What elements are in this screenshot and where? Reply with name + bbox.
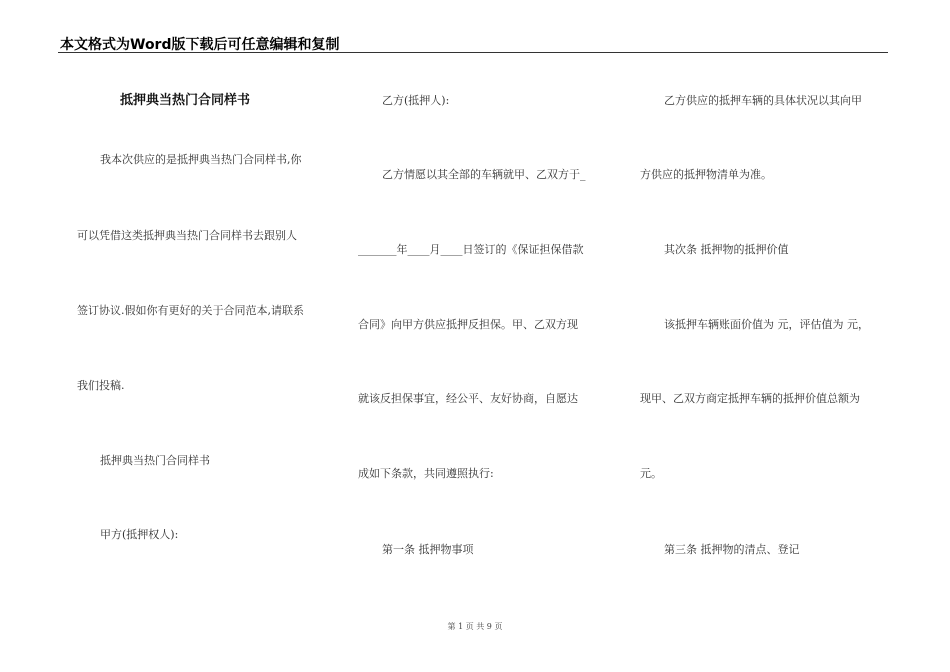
paragraph-line: 方供应的抵押物清单为准。 [640, 168, 772, 181]
paragraph-line: 乙方供应的抵押车辆的具体状况以其向甲 [664, 94, 862, 107]
clause-heading: 第三条 抵押物的清点、登记 [664, 543, 800, 556]
paragraph-line: 可以凭借这类抵押典当热门合同样书去跟别人 [77, 229, 297, 242]
clause-heading: 第一条 抵押物事项 [382, 543, 474, 556]
page-indicator: 第 1 页 共 9 页 [447, 622, 503, 631]
paragraph-line: 乙方情愿以其全部的车辆就甲、乙双方于_ [382, 168, 586, 181]
party-a-label: 甲方(抵押权人): [100, 528, 179, 541]
paragraph-line: 我本次供应的是抵押典当热门合同样书,你 [100, 153, 302, 166]
paragraph-line: _______年____月____日签订的《保证担保借款 [358, 243, 584, 256]
banner-divider [58, 52, 888, 53]
paragraph-line: 该抵押车辆账面价值为 元，评估值为 元， [664, 318, 869, 331]
clause-heading: 其次条 抵押物的抵押价值 [664, 243, 789, 256]
document-banner: 本文格式为Word版下载后可任意编辑和复制 [60, 37, 340, 53]
document-title: 抵押典当热门合同样书 [120, 93, 251, 108]
paragraph-line: 签订协议.假如你有更好的关于合同范本,请联系 [77, 304, 304, 317]
paragraph-line: 现甲、乙双方商定抵押车辆的抵押价值总额为 [640, 392, 860, 405]
party-b-label: 乙方(抵押人): [382, 94, 450, 107]
paragraph-line: 合同》向甲方供应抵押反担保。甲、乙双方现 [358, 318, 578, 331]
paragraph-line: 我们投稿. [77, 379, 125, 392]
section-heading: 抵押典当热门合同样书 [100, 454, 210, 467]
paragraph-line: 元。 [640, 467, 662, 480]
paragraph-line: 就该反担保事宜，经公平、友好协商，自愿达 [358, 392, 578, 405]
paragraph-line: 成如下条款，共同遵照执行: [358, 467, 494, 480]
